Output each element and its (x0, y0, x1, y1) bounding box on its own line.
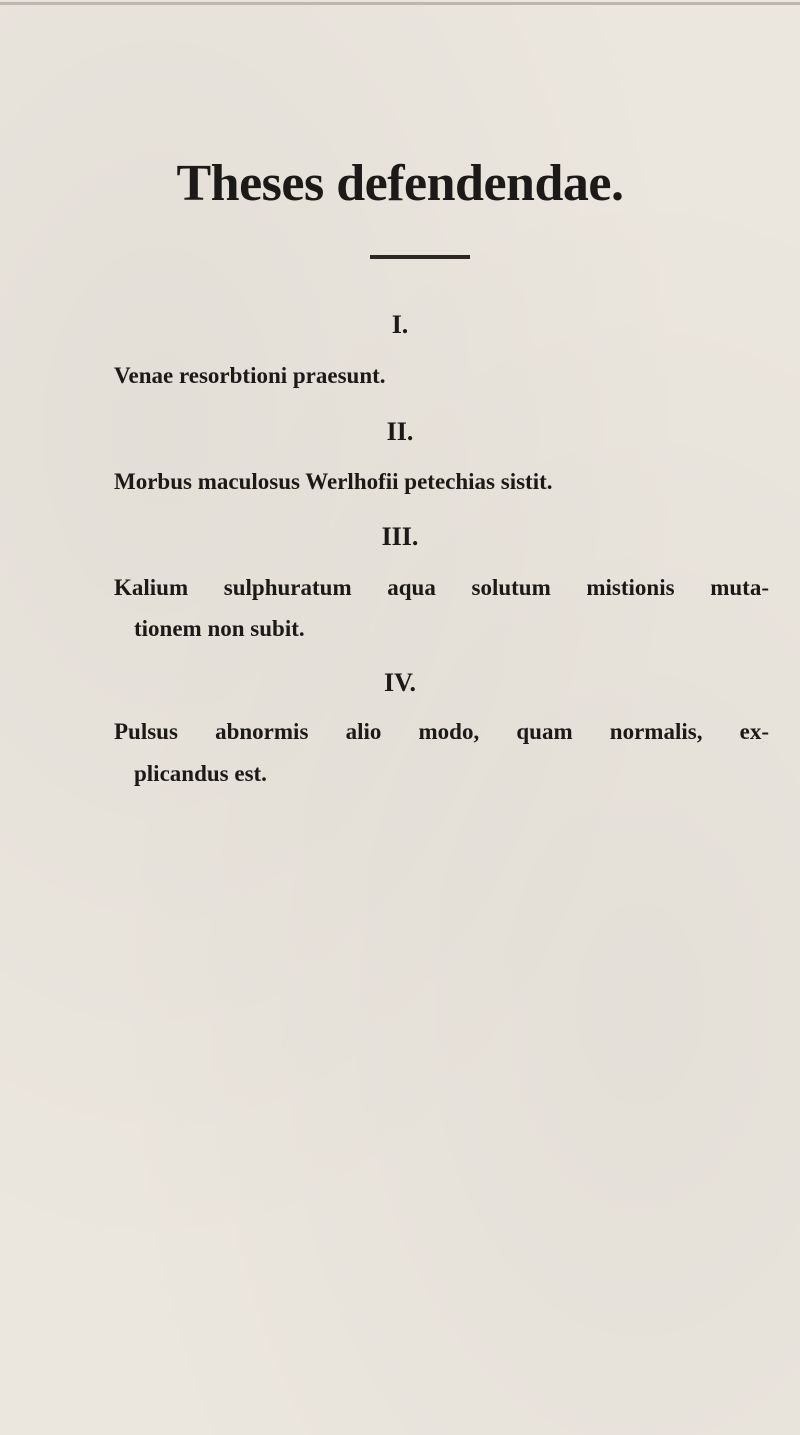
thesis-2-numeral: II. (386, 417, 414, 446)
thesis-3-line-1: Kalium sulphuratum aqua solutum mistionis muta- (114, 575, 769, 600)
thesis-1-line-1: Venae resorbtioni praesunt. (114, 363, 386, 388)
thesis-2-line-1: Morbus maculosus Werlhofii petechias sistit. (114, 469, 553, 494)
thesis-4-numeral: IV. (383, 668, 417, 697)
thesis-1-numeral: I. (391, 310, 409, 339)
thesis-4-line-2: plicandus est. (134, 761, 267, 786)
thesis-3-numeral: III. (381, 522, 419, 551)
title-divider (370, 255, 470, 259)
thesis-3-line-2: tionem non subit. (134, 616, 305, 641)
page-edge-rule (0, 2, 800, 5)
page-title: Theses defendendae. (176, 155, 624, 212)
thesis-4-line-1: Pulsus abnormis alio modo, quam normalis, ex- (114, 719, 769, 744)
